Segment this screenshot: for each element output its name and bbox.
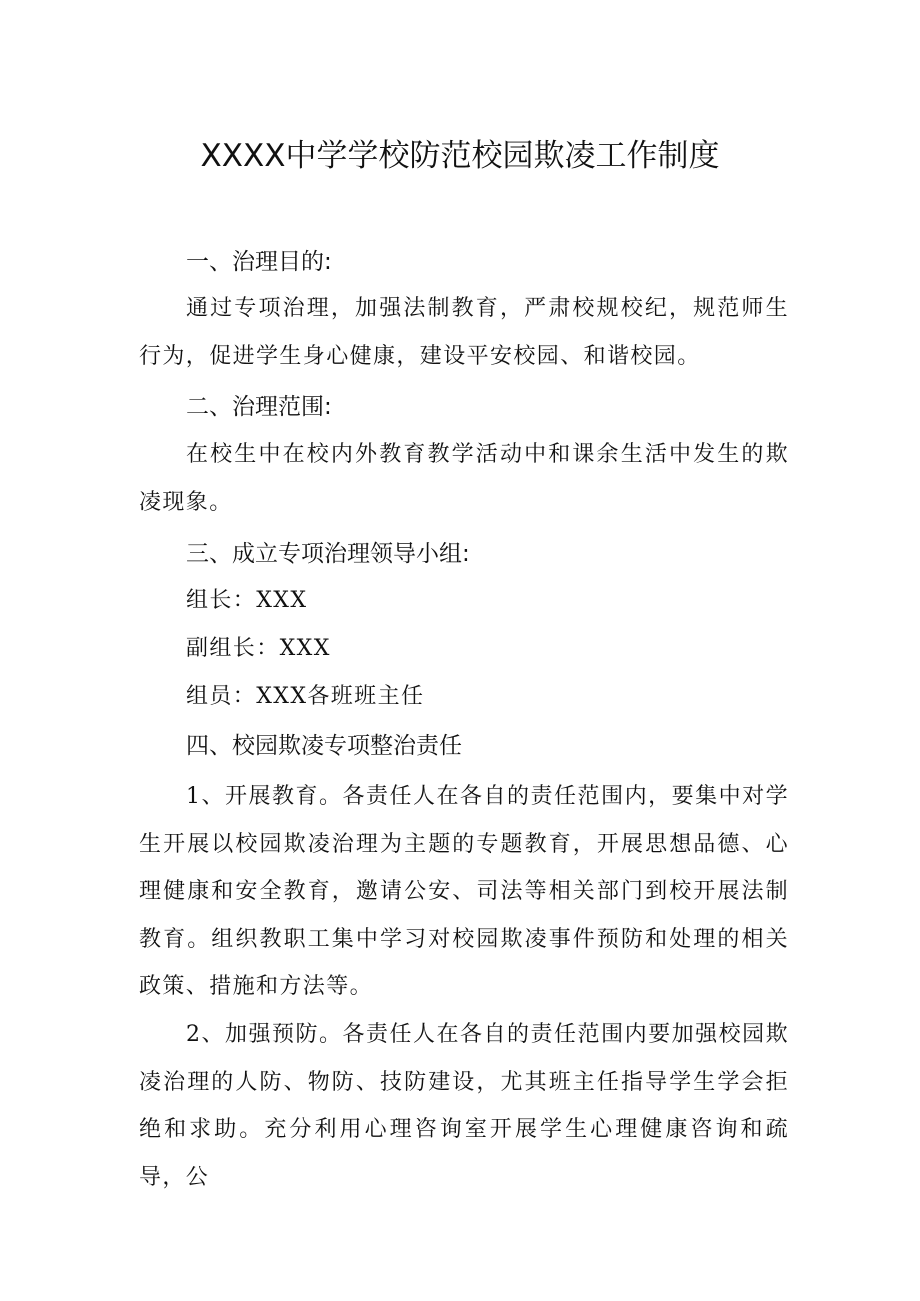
group-leader-line: 组长：XXX xyxy=(186,588,308,613)
group-deputy-leader-line: 副组长：XXX xyxy=(186,636,331,661)
section-heading-leadership-group: 三、成立专项治理领导小组: xyxy=(186,541,470,567)
group-members-line: 组员：XXX各班班主任 xyxy=(186,684,425,709)
section-heading-purpose: 一、治理目的: xyxy=(186,249,332,275)
document-title: XXXX中学学校防范校园欺凌工作制度 xyxy=(200,138,720,174)
section-heading-scope: 二、治理范围: xyxy=(186,394,332,420)
section-body-scope: 在校生中在校内外教育教学活动中和课余生活中发生的欺凌现象。 xyxy=(139,442,789,515)
responsibility-item-prevention: 2、加强预防。各责任人在各自的责任范围内要加强校园欺凌治理的人防、物防、技防建设，尤其班主任指导学生学会拒绝和求助。充分利用心理咨询室开展学生心理健康咨询和疏导，公 xyxy=(139,1022,789,1190)
responsibility-item-education: 1、开展教育。各责任人在各自的责任范围内，要集中对学生开展以校园欺凌治理为主题的专题教育，开展思想品德、心理健康和安全教育，邀请公安、司法等相关部门到校开展法制教育。组织教职工集中学习对校园欺凌事件预防和处理的相关政策、措施和方法等。 xyxy=(139,784,789,999)
section-body-purpose: 通过专项治理，加强法制教育，严肃校规校纪，规范师生行为，促进学生身心健康，建设平安校园、和谐校园。 xyxy=(139,296,789,369)
section-heading-responsibilities: 四、校园欺凌专项整治责任 xyxy=(186,733,462,759)
